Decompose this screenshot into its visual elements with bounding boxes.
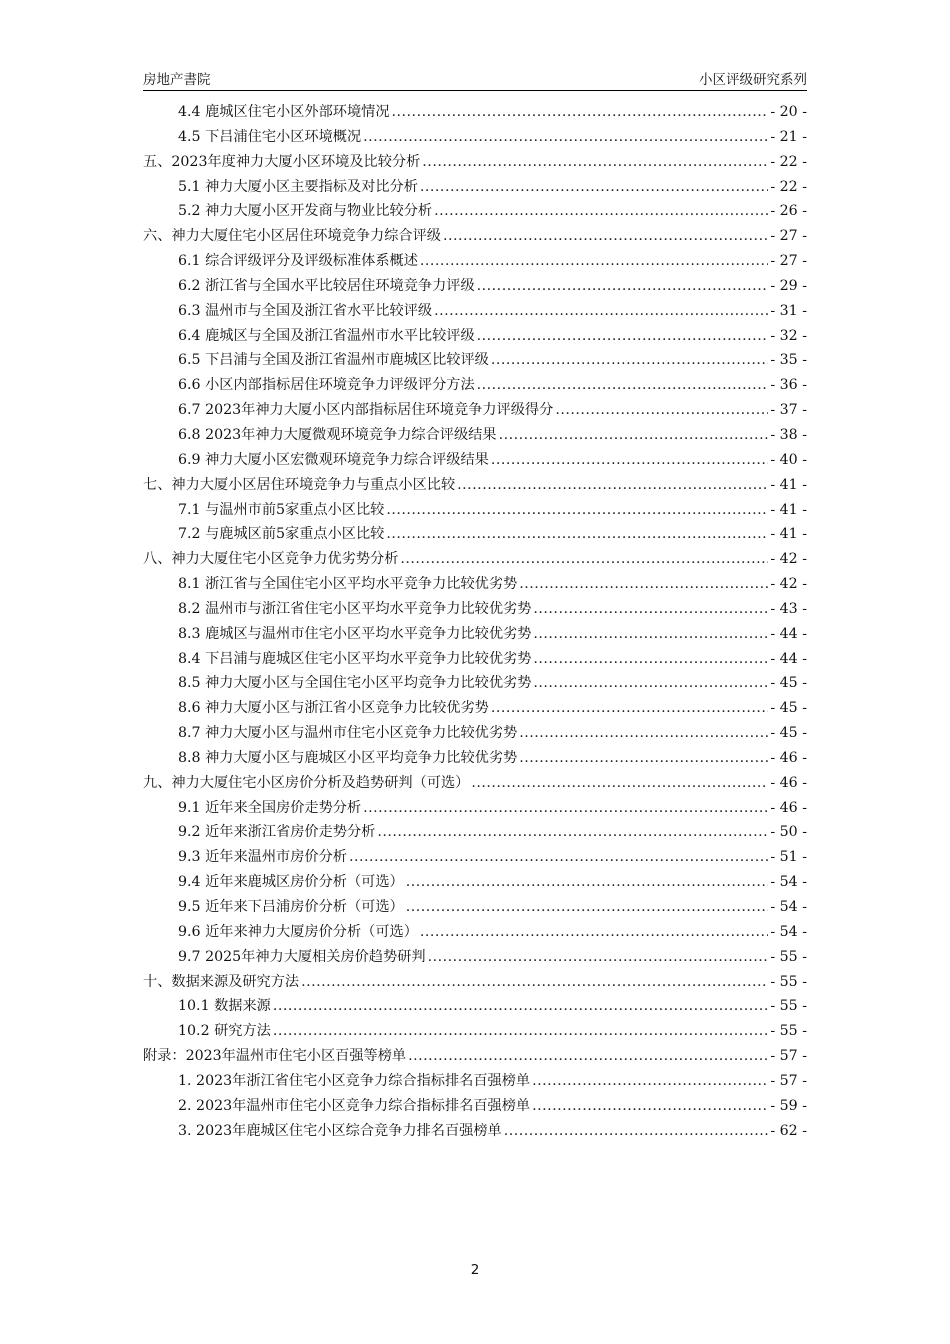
toc-dot-leader	[532, 1073, 768, 1089]
toc-entry-title: 十、数据来源及研究方法	[143, 973, 300, 990]
toc-entry-title: 8.6 神力大厦小区与浙江省小区竞争力比较优劣势	[178, 700, 489, 717]
toc-entry-page: - 59 -	[770, 1097, 807, 1114]
toc-dot-leader	[491, 452, 769, 468]
toc-entry-page: - 32 -	[770, 327, 807, 344]
toc-entry-title: 9.4 近年来鹿城区房价分析（可选）	[178, 874, 404, 891]
toc-entry-page: - 22 -	[770, 178, 807, 195]
toc-entry-title: 8.1 浙江省与全国住宅小区平均水平竞争力比较优劣势	[178, 576, 518, 593]
toc-dot-leader	[457, 477, 768, 493]
toc-entry-title: 五、2023年度神力大厦小区环境及比较分析	[143, 153, 421, 170]
toc-dot-leader	[499, 427, 769, 443]
page-number: 2	[470, 1262, 480, 1278]
toc-entry-page: - 36 -	[770, 377, 807, 394]
toc-section-entry[interactable]	[143, 499, 807, 524]
toc-entry-title: 7.1 与温州市前5家重点小区比较	[178, 501, 385, 518]
header-publisher: 房地产書院	[143, 72, 211, 88]
toc-section-entry[interactable]	[143, 946, 807, 971]
toc-section-entry[interactable]	[143, 797, 807, 822]
toc-dot-leader	[363, 800, 768, 816]
toc-entry-title: 6.1 综合评级评分及评级标准体系概述	[178, 253, 418, 270]
toc-entry-page: - 37 -	[770, 402, 807, 419]
toc-entry-page: - 35 -	[770, 352, 807, 369]
toc-entry-page: - 41 -	[770, 501, 807, 518]
toc-dot-leader	[406, 899, 769, 915]
toc-entry-page: - 27 -	[770, 253, 807, 270]
toc-section-entry[interactable]	[143, 648, 807, 673]
toc-entry-page: - 44 -	[770, 625, 807, 642]
toc-entry-title: 10.2 研究方法	[178, 1023, 271, 1040]
toc-entry-title: 1. 2023年浙江省住宅小区竞争力综合指标排名百强榜单	[178, 1072, 531, 1089]
toc-dot-leader	[301, 974, 768, 990]
toc-entry-title: 9.1 近年来全国房价走势分析	[178, 799, 362, 816]
page-header	[143, 66, 807, 91]
toc-section-entry[interactable]	[143, 697, 807, 722]
toc-section-entry[interactable]	[143, 921, 807, 946]
toc-entry-title: 8.8 神力大厦小区与鹿城区小区平均竞争力比较优劣势	[178, 749, 518, 766]
toc-entry-title: 10.1 数据来源	[178, 998, 271, 1015]
toc-dot-leader	[349, 849, 768, 865]
toc-entry-page: - 31 -	[770, 302, 807, 319]
toc-section-entry[interactable]	[143, 176, 807, 201]
toc-entry-page: - 46 -	[770, 799, 807, 816]
toc-entry-title: 9.3 近年来温州市房价分析	[178, 849, 347, 866]
toc-dot-leader	[443, 228, 768, 244]
toc-dot-leader	[273, 1023, 768, 1039]
toc-entry-page: - 57 -	[770, 1072, 807, 1089]
toc-entry-title: 6.7 2023年神力大厦小区内部指标居住环境竞争力评级得分	[178, 402, 554, 419]
toc-entry-page: - 26 -	[770, 203, 807, 220]
toc-dot-leader	[477, 278, 769, 294]
toc-entry-title: 9.7 2025年神力大厦相关房价趋势研判	[178, 948, 426, 965]
toc-entry-title: 九、神力大厦住宅小区房价分析及趋势研判（可选）	[143, 774, 470, 791]
toc-chapter-entry[interactable]	[143, 151, 807, 176]
toc-entry-title: 七、神力大厦小区居住环境竞争力与重点小区比较	[143, 476, 456, 493]
toc-entry-title: 8.4 下吕浦与鹿城区住宅小区平均水平竞争力比较优劣势	[178, 650, 532, 667]
toc-entry-page: - 42 -	[770, 576, 807, 593]
toc-dot-leader	[533, 626, 768, 642]
toc-section-entry[interactable]	[143, 722, 807, 747]
table-of-contents	[143, 101, 807, 1144]
toc-section-entry[interactable]	[143, 598, 807, 623]
toc-entry-title: 5.1 神力大厦小区主要指标及对比分析	[178, 178, 418, 195]
toc-section-entry[interactable]	[143, 747, 807, 772]
toc-section-entry[interactable]	[143, 1070, 807, 1095]
toc-dot-leader	[555, 402, 768, 418]
toc-chapter-entry[interactable]	[143, 225, 807, 250]
toc-entry-title: 2. 2023年温州市住宅小区竞争力综合指标排名百强榜单	[178, 1097, 531, 1114]
toc-entry-page: - 54 -	[770, 899, 807, 915]
toc-entry-title: 5.2 神力大厦小区开发商与物业比较分析	[178, 203, 433, 220]
toc-entry-page: - 21 -	[770, 128, 807, 145]
toc-entry-title: 8.2 温州市与浙江省住宅小区平均水平竞争力比较优劣势	[178, 600, 532, 617]
toc-dot-leader	[363, 129, 768, 145]
toc-dot-leader	[400, 551, 768, 567]
toc-entry-page: - 54 -	[770, 923, 807, 940]
toc-entry-title: 7.2 与鹿城区前5家重点小区比较	[178, 526, 385, 543]
toc-entry-title: 6.5 下吕浦与全国及浙江省温州市鹿城区比较评级	[178, 352, 489, 369]
toc-section-entry[interactable]	[143, 349, 807, 374]
toc-dot-leader	[434, 303, 768, 319]
toc-entry-title: 4.4 鹿城区住宅小区外部环境情况	[178, 104, 390, 120]
toc-section-entry[interactable]	[143, 424, 807, 449]
toc-section-entry[interactable]	[143, 1120, 807, 1145]
toc-entry-page: - 45 -	[770, 700, 807, 717]
toc-dot-leader	[377, 824, 768, 840]
toc-entry-page: - 44 -	[770, 650, 807, 667]
toc-section-entry[interactable]	[143, 672, 807, 697]
toc-section-entry[interactable]	[143, 1020, 807, 1045]
toc-entry-title: 6.9 神力大厦小区宏微观环境竞争力综合评级结果	[178, 451, 489, 468]
toc-entry-page: - 57 -	[770, 1048, 807, 1065]
toc-dot-leader	[533, 651, 768, 667]
toc-entry-page: - 22 -	[770, 153, 807, 170]
toc-entry-title: 3. 2023年鹿城区住宅小区综合竞争力排名百强榜单	[178, 1122, 502, 1139]
toc-section-entry[interactable]	[143, 250, 807, 275]
toc-dot-leader	[434, 203, 768, 219]
toc-dot-leader	[471, 775, 768, 791]
toc-section-entry[interactable]	[143, 623, 807, 648]
toc-dot-leader	[519, 725, 768, 741]
toc-entry-title: 4.5 下吕浦住宅小区环境概况	[178, 128, 362, 145]
toc-dot-leader	[532, 1098, 768, 1114]
toc-section-entry[interactable]	[143, 126, 807, 151]
toc-entry-page: - 55 -	[770, 948, 807, 965]
toc-entry-title: 9.2 近年来浙江省房价走势分析	[178, 824, 376, 841]
toc-section-entry[interactable]	[143, 200, 807, 225]
toc-entry-title: 8.7 神力大厦小区与温州市住宅小区竞争力比较优劣势	[178, 725, 518, 742]
toc-entry-page: - 50 -	[770, 824, 807, 841]
toc-dot-leader	[533, 601, 768, 617]
toc-entry-page: - 45 -	[770, 675, 807, 692]
toc-section-entry[interactable]	[143, 995, 807, 1020]
toc-dot-leader	[420, 179, 768, 195]
toc-dot-leader	[504, 1123, 769, 1139]
toc-section-entry[interactable]	[143, 275, 807, 300]
toc-section-entry[interactable]	[143, 821, 807, 846]
toc-dot-leader	[428, 949, 769, 965]
toc-entry-title: 6.4 鹿城区与全国及浙江省温州市水平比较评级	[178, 327, 475, 344]
toc-entry-page: - 38 -	[770, 426, 807, 443]
toc-dot-leader	[386, 526, 768, 542]
toc-dot-leader	[273, 998, 768, 1014]
toc-dot-leader	[533, 675, 768, 691]
toc-section-entry[interactable]	[143, 871, 807, 896]
toc-entry-title: 附录：2023年温州市住宅小区百强等榜单	[143, 1048, 407, 1065]
toc-dot-leader	[422, 154, 768, 170]
toc-section-entry[interactable]	[143, 896, 807, 921]
toc-dot-leader	[386, 502, 768, 518]
toc-entry-page: - 55 -	[770, 1023, 807, 1040]
toc-entry-title: 9.5 近年来下吕浦房价分析（可选）	[178, 899, 404, 915]
header-series-title: 小区评级研究系列	[699, 72, 807, 88]
toc-entry-title: 八、神力大厦住宅小区竞争力优劣势分析	[143, 551, 399, 568]
toc-dot-leader	[420, 924, 768, 940]
toc-dot-leader	[408, 1048, 768, 1064]
toc-section-entry[interactable]	[143, 300, 807, 325]
toc-entry-page: - 55 -	[770, 998, 807, 1015]
toc-dot-leader	[477, 377, 769, 393]
toc-entry-title: 6.2 浙江省与全国水平比较居住环境竞争力评级	[178, 277, 475, 294]
toc-entry-page: - 43 -	[770, 600, 807, 617]
toc-entry-page: - 62 -	[770, 1122, 807, 1139]
toc-entry-title: 六、神力大厦住宅小区居住环境竞争力综合评级	[143, 228, 441, 245]
toc-dot-leader	[392, 104, 769, 120]
toc-entry-title: 6.6 小区内部指标居住环境竞争力评级评分方法	[178, 377, 475, 394]
toc-entry-page: - 40 -	[770, 451, 807, 468]
toc-section-entry[interactable]	[143, 1095, 807, 1120]
toc-chapter-entry[interactable]	[143, 1045, 807, 1070]
toc-entry-page: - 27 -	[770, 228, 807, 245]
toc-dot-leader	[406, 874, 769, 890]
toc-entry-page: - 42 -	[770, 551, 807, 568]
toc-chapter-entry[interactable]	[143, 474, 807, 499]
toc-section-entry[interactable]	[143, 325, 807, 350]
toc-entry-page: - 46 -	[770, 749, 807, 766]
toc-entry-page: - 41 -	[770, 476, 807, 493]
toc-dot-leader	[491, 352, 769, 368]
toc-section-entry[interactable]	[143, 399, 807, 424]
toc-dot-leader	[519, 576, 768, 592]
toc-section-entry[interactable]	[143, 449, 807, 474]
toc-section-entry[interactable]	[143, 101, 807, 126]
toc-chapter-entry[interactable]	[143, 971, 807, 996]
toc-entry-title: 8.3 鹿城区与温州市住宅小区平均水平竞争力比较优劣势	[178, 625, 532, 642]
toc-entry-page: - 51 -	[770, 849, 807, 866]
toc-dot-leader	[420, 253, 768, 269]
toc-dot-leader	[491, 700, 769, 716]
toc-section-entry[interactable]	[143, 374, 807, 399]
toc-entry-page: - 29 -	[770, 277, 807, 294]
toc-entry-title: 6.3 温州市与全国及浙江省水平比较评级	[178, 302, 433, 319]
toc-section-entry[interactable]	[143, 846, 807, 871]
toc-chapter-entry[interactable]	[143, 772, 807, 797]
toc-entry-page: - 55 -	[770, 973, 807, 990]
toc-entry-title: 6.8 2023年神力大厦微观环境竞争力综合评级结果	[178, 426, 497, 443]
toc-entry-page: - 46 -	[770, 774, 807, 791]
toc-dot-leader	[519, 750, 768, 766]
toc-section-entry[interactable]	[143, 573, 807, 598]
toc-dot-leader	[477, 328, 769, 344]
toc-entry-page: - 54 -	[770, 874, 807, 891]
toc-section-entry[interactable]	[143, 523, 807, 548]
toc-entry-title: 9.6 近年来神力大厦房价分析（可选）	[178, 923, 418, 940]
toc-entry-title: 8.5 神力大厦小区与全国住宅小区平均竞争力比较优劣势	[178, 675, 532, 692]
toc-entry-page: - 41 -	[770, 526, 807, 543]
toc-entry-page: - 20 -	[770, 104, 807, 120]
toc-chapter-entry[interactable]	[143, 548, 807, 573]
toc-entry-page: - 45 -	[770, 725, 807, 742]
